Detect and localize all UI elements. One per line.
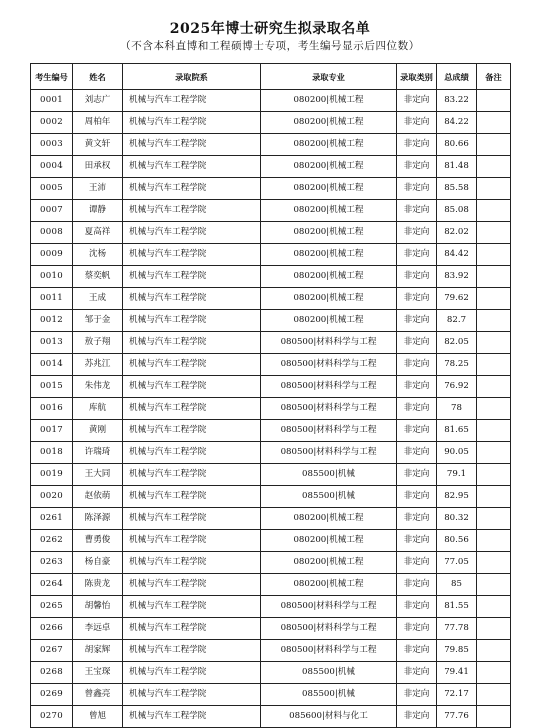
- cell-exam-no: 0267: [31, 640, 73, 662]
- header-note: 备注: [477, 64, 511, 90]
- header-exam-no: 考生编号: [31, 64, 73, 90]
- table-row: [31, 244, 511, 266]
- cell-score: 80.56: [437, 530, 477, 552]
- table-row: [31, 574, 511, 596]
- table-row: [31, 376, 511, 398]
- cell-note: [477, 464, 511, 486]
- table-row: [31, 662, 511, 684]
- document-subtitle: （不含本科直博和工程硕博士专项，考生编号显示后四位数）: [120, 40, 420, 52]
- cell-note: [477, 310, 511, 332]
- table-row: [31, 530, 511, 552]
- cell-exam-no: 0268: [31, 662, 73, 684]
- cell-major: 080500|材料科学与工程: [261, 420, 397, 442]
- cell-exam-no: 0269: [31, 684, 73, 706]
- cell-score: 80.66: [437, 134, 477, 156]
- cell-exam-no: 0261: [31, 508, 73, 530]
- cell-name: 王成: [73, 288, 123, 310]
- cell-name: 王宝琛: [73, 662, 123, 684]
- cell-name: 曾旭: [73, 706, 123, 728]
- cell-college: 机械与汽车工程学院: [123, 552, 261, 574]
- cell-note: [477, 530, 511, 552]
- cell-exam-no: 0002: [31, 112, 73, 134]
- cell-exam-no: 0010: [31, 266, 73, 288]
- cell-score: 81.55: [437, 596, 477, 618]
- cell-note: [477, 552, 511, 574]
- cell-college: 机械与汽车工程学院: [123, 618, 261, 640]
- cell-name: 王大同: [73, 464, 123, 486]
- table-row: [31, 112, 511, 134]
- table-row: [31, 134, 511, 156]
- cell-college: 机械与汽车工程学院: [123, 90, 261, 112]
- cell-name: 胡馨怡: [73, 596, 123, 618]
- cell-major: 080200|机械工程: [261, 244, 397, 266]
- cell-note: [477, 662, 511, 684]
- cell-category: 非定向: [397, 332, 437, 354]
- table-row: [31, 618, 511, 640]
- cell-category: 非定向: [397, 464, 437, 486]
- cell-name: 库航: [73, 398, 123, 420]
- cell-name: 曹勇俊: [73, 530, 123, 552]
- cell-name: 邹于金: [73, 310, 123, 332]
- cell-college: 机械与汽车工程学院: [123, 486, 261, 508]
- table-row: [31, 508, 511, 530]
- cell-name: 黄刚: [73, 420, 123, 442]
- cell-name: 沈杨: [73, 244, 123, 266]
- cell-note: [477, 618, 511, 640]
- table-row: [31, 178, 511, 200]
- cell-score: 79.62: [437, 288, 477, 310]
- cell-score: 78: [437, 398, 477, 420]
- cell-note: [477, 442, 511, 464]
- cell-category: 非定向: [397, 442, 437, 464]
- cell-major: 080500|材料科学与工程: [261, 354, 397, 376]
- cell-college: 机械与汽车工程学院: [123, 376, 261, 398]
- cell-major: 080200|机械工程: [261, 574, 397, 596]
- cell-category: 非定向: [397, 640, 437, 662]
- cell-score: 84.42: [437, 244, 477, 266]
- cell-exam-no: 0262: [31, 530, 73, 552]
- table-row: [31, 266, 511, 288]
- cell-category: 非定向: [397, 266, 437, 288]
- cell-major: 080200|机械工程: [261, 288, 397, 310]
- cell-note: [477, 706, 511, 728]
- cell-category: 非定向: [397, 552, 437, 574]
- cell-exam-no: 0020: [31, 486, 73, 508]
- cell-college: 机械与汽车工程学院: [123, 508, 261, 530]
- cell-note: [477, 640, 511, 662]
- cell-exam-no: 0019: [31, 464, 73, 486]
- cell-major: 085500|机械: [261, 684, 397, 706]
- cell-exam-no: 0003: [31, 134, 73, 156]
- cell-college: 机械与汽车工程学院: [123, 178, 261, 200]
- cell-category: 非定向: [397, 574, 437, 596]
- cell-note: [477, 574, 511, 596]
- cell-major: 080200|机械工程: [261, 156, 397, 178]
- cell-category: 非定向: [397, 706, 437, 728]
- cell-name: 周柏年: [73, 112, 123, 134]
- table-row: [31, 332, 511, 354]
- cell-score: 81.65: [437, 420, 477, 442]
- cell-category: 非定向: [397, 200, 437, 222]
- cell-name: 刘志广: [73, 90, 123, 112]
- cell-major: 080200|机械工程: [261, 200, 397, 222]
- cell-college: 机械与汽车工程学院: [123, 640, 261, 662]
- cell-score: 82.7: [437, 310, 477, 332]
- cell-major: 080200|机械工程: [261, 530, 397, 552]
- cell-score: 79.85: [437, 640, 477, 662]
- cell-name: 曾鑫亮: [73, 684, 123, 706]
- cell-exam-no: 0016: [31, 398, 73, 420]
- table-row: [31, 596, 511, 618]
- cell-note: [477, 420, 511, 442]
- header-college: 录取院系: [123, 64, 261, 90]
- cell-name: 许瑞琦: [73, 442, 123, 464]
- cell-category: 非定向: [397, 420, 437, 442]
- cell-major: 085600|材料与化工: [261, 706, 397, 728]
- cell-college: 机械与汽车工程学院: [123, 244, 261, 266]
- table-row: [31, 310, 511, 332]
- cell-score: 77.05: [437, 552, 477, 574]
- cell-college: 机械与汽车工程学院: [123, 156, 261, 178]
- cell-exam-no: 0265: [31, 596, 73, 618]
- cell-major: 085500|机械: [261, 464, 397, 486]
- cell-category: 非定向: [397, 222, 437, 244]
- cell-major: 080500|材料科学与工程: [261, 640, 397, 662]
- cell-score: 83.22: [437, 90, 477, 112]
- cell-note: [477, 684, 511, 706]
- cell-name: 赵依萌: [73, 486, 123, 508]
- cell-category: 非定向: [397, 156, 437, 178]
- cell-category: 非定向: [397, 244, 437, 266]
- cell-major: 080200|机械工程: [261, 134, 397, 156]
- cell-score: 83.92: [437, 266, 477, 288]
- cell-exam-no: 0263: [31, 552, 73, 574]
- cell-name: 谭静: [73, 200, 123, 222]
- cell-score: 82.02: [437, 222, 477, 244]
- cell-exam-no: 0011: [31, 288, 73, 310]
- cell-major: 080500|材料科学与工程: [261, 398, 397, 420]
- table-row: [31, 354, 511, 376]
- cell-name: 王沛: [73, 178, 123, 200]
- cell-exam-no: 0004: [31, 156, 73, 178]
- cell-major: 080500|材料科学与工程: [261, 376, 397, 398]
- table-body: [31, 90, 511, 728]
- cell-note: [477, 244, 511, 266]
- table-row: [31, 420, 511, 442]
- cell-college: 机械与汽车工程学院: [123, 332, 261, 354]
- cell-college: 机械与汽车工程学院: [123, 222, 261, 244]
- cell-category: 非定向: [397, 486, 437, 508]
- cell-name: 李远卓: [73, 618, 123, 640]
- cell-category: 非定向: [397, 596, 437, 618]
- table-row: [31, 640, 511, 662]
- cell-major: 080500|材料科学与工程: [261, 332, 397, 354]
- cell-category: 非定向: [397, 288, 437, 310]
- cell-college: 机械与汽车工程学院: [123, 200, 261, 222]
- cell-score: 82.05: [437, 332, 477, 354]
- cell-college: 机械与汽车工程学院: [123, 464, 261, 486]
- cell-category: 非定向: [397, 354, 437, 376]
- cell-name: 田承权: [73, 156, 123, 178]
- header-name: 姓名: [73, 64, 123, 90]
- cell-category: 非定向: [397, 178, 437, 200]
- table-row: [31, 156, 511, 178]
- cell-category: 非定向: [397, 90, 437, 112]
- cell-note: [477, 266, 511, 288]
- cell-score: 90.05: [437, 442, 477, 464]
- cell-name: 杨自豪: [73, 552, 123, 574]
- cell-exam-no: 0017: [31, 420, 73, 442]
- cell-exam-no: 0008: [31, 222, 73, 244]
- table-row: [31, 486, 511, 508]
- cell-exam-no: 0264: [31, 574, 73, 596]
- cell-score: 85.58: [437, 178, 477, 200]
- cell-college: 机械与汽车工程学院: [123, 112, 261, 134]
- cell-category: 非定向: [397, 530, 437, 552]
- cell-major: 080200|机械工程: [261, 178, 397, 200]
- cell-score: 79.41: [437, 662, 477, 684]
- cell-name: 陈贵龙: [73, 574, 123, 596]
- cell-exam-no: 0014: [31, 354, 73, 376]
- cell-note: [477, 90, 511, 112]
- cell-name: 夏高祥: [73, 222, 123, 244]
- table-row: [31, 288, 511, 310]
- cell-score: 85.08: [437, 200, 477, 222]
- cell-college: 机械与汽车工程学院: [123, 288, 261, 310]
- cell-exam-no: 0007: [31, 200, 73, 222]
- cell-college: 机械与汽车工程学院: [123, 574, 261, 596]
- cell-score: 82.95: [437, 486, 477, 508]
- cell-major: 080200|机械工程: [261, 552, 397, 574]
- table-row: [31, 706, 511, 728]
- cell-major: 080200|机械工程: [261, 508, 397, 530]
- cell-major: 080200|机械工程: [261, 266, 397, 288]
- cell-college: 机械与汽车工程学院: [123, 662, 261, 684]
- cell-category: 非定向: [397, 398, 437, 420]
- cell-score: 77.78: [437, 618, 477, 640]
- cell-college: 机械与汽车工程学院: [123, 266, 261, 288]
- cell-note: [477, 200, 511, 222]
- cell-exam-no: 0012: [31, 310, 73, 332]
- cell-exam-no: 0018: [31, 442, 73, 464]
- cell-major: 080500|材料科学与工程: [261, 442, 397, 464]
- cell-score: 77.76: [437, 706, 477, 728]
- cell-note: [477, 156, 511, 178]
- cell-name: 陈泽源: [73, 508, 123, 530]
- table-row: [31, 200, 511, 222]
- cell-note: [477, 288, 511, 310]
- cell-major: 085500|机械: [261, 662, 397, 684]
- cell-name: 胡家辉: [73, 640, 123, 662]
- cell-score: 80.32: [437, 508, 477, 530]
- cell-category: 非定向: [397, 508, 437, 530]
- cell-note: [477, 398, 511, 420]
- cell-category: 非定向: [397, 310, 437, 332]
- table-row: [31, 222, 511, 244]
- cell-category: 非定向: [397, 376, 437, 398]
- cell-college: 机械与汽车工程学院: [123, 310, 261, 332]
- cell-exam-no: 0013: [31, 332, 73, 354]
- cell-exam-no: 0270: [31, 706, 73, 728]
- cell-score: 85: [437, 574, 477, 596]
- cell-college: 机械与汽车工程学院: [123, 398, 261, 420]
- cell-college: 机械与汽车工程学院: [123, 134, 261, 156]
- cell-exam-no: 0005: [31, 178, 73, 200]
- document-title: 2025年博士研究生拟录取名单: [169, 21, 371, 37]
- header-major: 录取专业: [261, 64, 397, 90]
- table-row: [31, 464, 511, 486]
- cell-name: 敖子翔: [73, 332, 123, 354]
- cell-score: 72.17: [437, 684, 477, 706]
- cell-college: 机械与汽车工程学院: [123, 596, 261, 618]
- header-category: 录取类别: [397, 64, 437, 90]
- cell-category: 非定向: [397, 112, 437, 134]
- cell-note: [477, 376, 511, 398]
- cell-note: [477, 178, 511, 200]
- cell-major: 080500|材料科学与工程: [261, 618, 397, 640]
- table-row: [31, 552, 511, 574]
- cell-college: 机械与汽车工程学院: [123, 354, 261, 376]
- cell-college: 机械与汽车工程学院: [123, 420, 261, 442]
- table-row: [31, 684, 511, 706]
- cell-note: [477, 486, 511, 508]
- cell-category: 非定向: [397, 618, 437, 640]
- cell-exam-no: 0015: [31, 376, 73, 398]
- table-row: [31, 442, 511, 464]
- cell-note: [477, 508, 511, 530]
- cell-major: 080200|机械工程: [261, 222, 397, 244]
- cell-category: 非定向: [397, 134, 437, 156]
- cell-major: 085500|机械: [261, 486, 397, 508]
- cell-category: 非定向: [397, 684, 437, 706]
- cell-name: 黄文轩: [73, 134, 123, 156]
- cell-score: 84.22: [437, 112, 477, 134]
- admission-table: [30, 63, 511, 728]
- cell-score: 79.1: [437, 464, 477, 486]
- cell-college: 机械与汽车工程学院: [123, 442, 261, 464]
- cell-category: 非定向: [397, 662, 437, 684]
- cell-major: 080500|材料科学与工程: [261, 596, 397, 618]
- cell-college: 机械与汽车工程学院: [123, 706, 261, 728]
- cell-name: 朱伟龙: [73, 376, 123, 398]
- header-score: 总成绩: [437, 64, 477, 90]
- cell-note: [477, 112, 511, 134]
- cell-name: 蔡奕帆: [73, 266, 123, 288]
- cell-note: [477, 354, 511, 376]
- cell-note: [477, 134, 511, 156]
- cell-exam-no: 0009: [31, 244, 73, 266]
- cell-major: 080200|机械工程: [261, 90, 397, 112]
- cell-major: 080200|机械工程: [261, 112, 397, 134]
- table-row: [31, 398, 511, 420]
- table-row: [31, 90, 511, 112]
- cell-exam-no: 0001: [31, 90, 73, 112]
- cell-name: 苏兆江: [73, 354, 123, 376]
- cell-score: 76.92: [437, 376, 477, 398]
- cell-score: 78.25: [437, 354, 477, 376]
- table-header-row: [31, 64, 511, 90]
- cell-note: [477, 332, 511, 354]
- cell-major: 080200|机械工程: [261, 310, 397, 332]
- cell-score: 81.48: [437, 156, 477, 178]
- cell-note: [477, 222, 511, 244]
- cell-exam-no: 0266: [31, 618, 73, 640]
- cell-college: 机械与汽车工程学院: [123, 530, 261, 552]
- cell-college: 机械与汽车工程学院: [123, 684, 261, 706]
- cell-note: [477, 596, 511, 618]
